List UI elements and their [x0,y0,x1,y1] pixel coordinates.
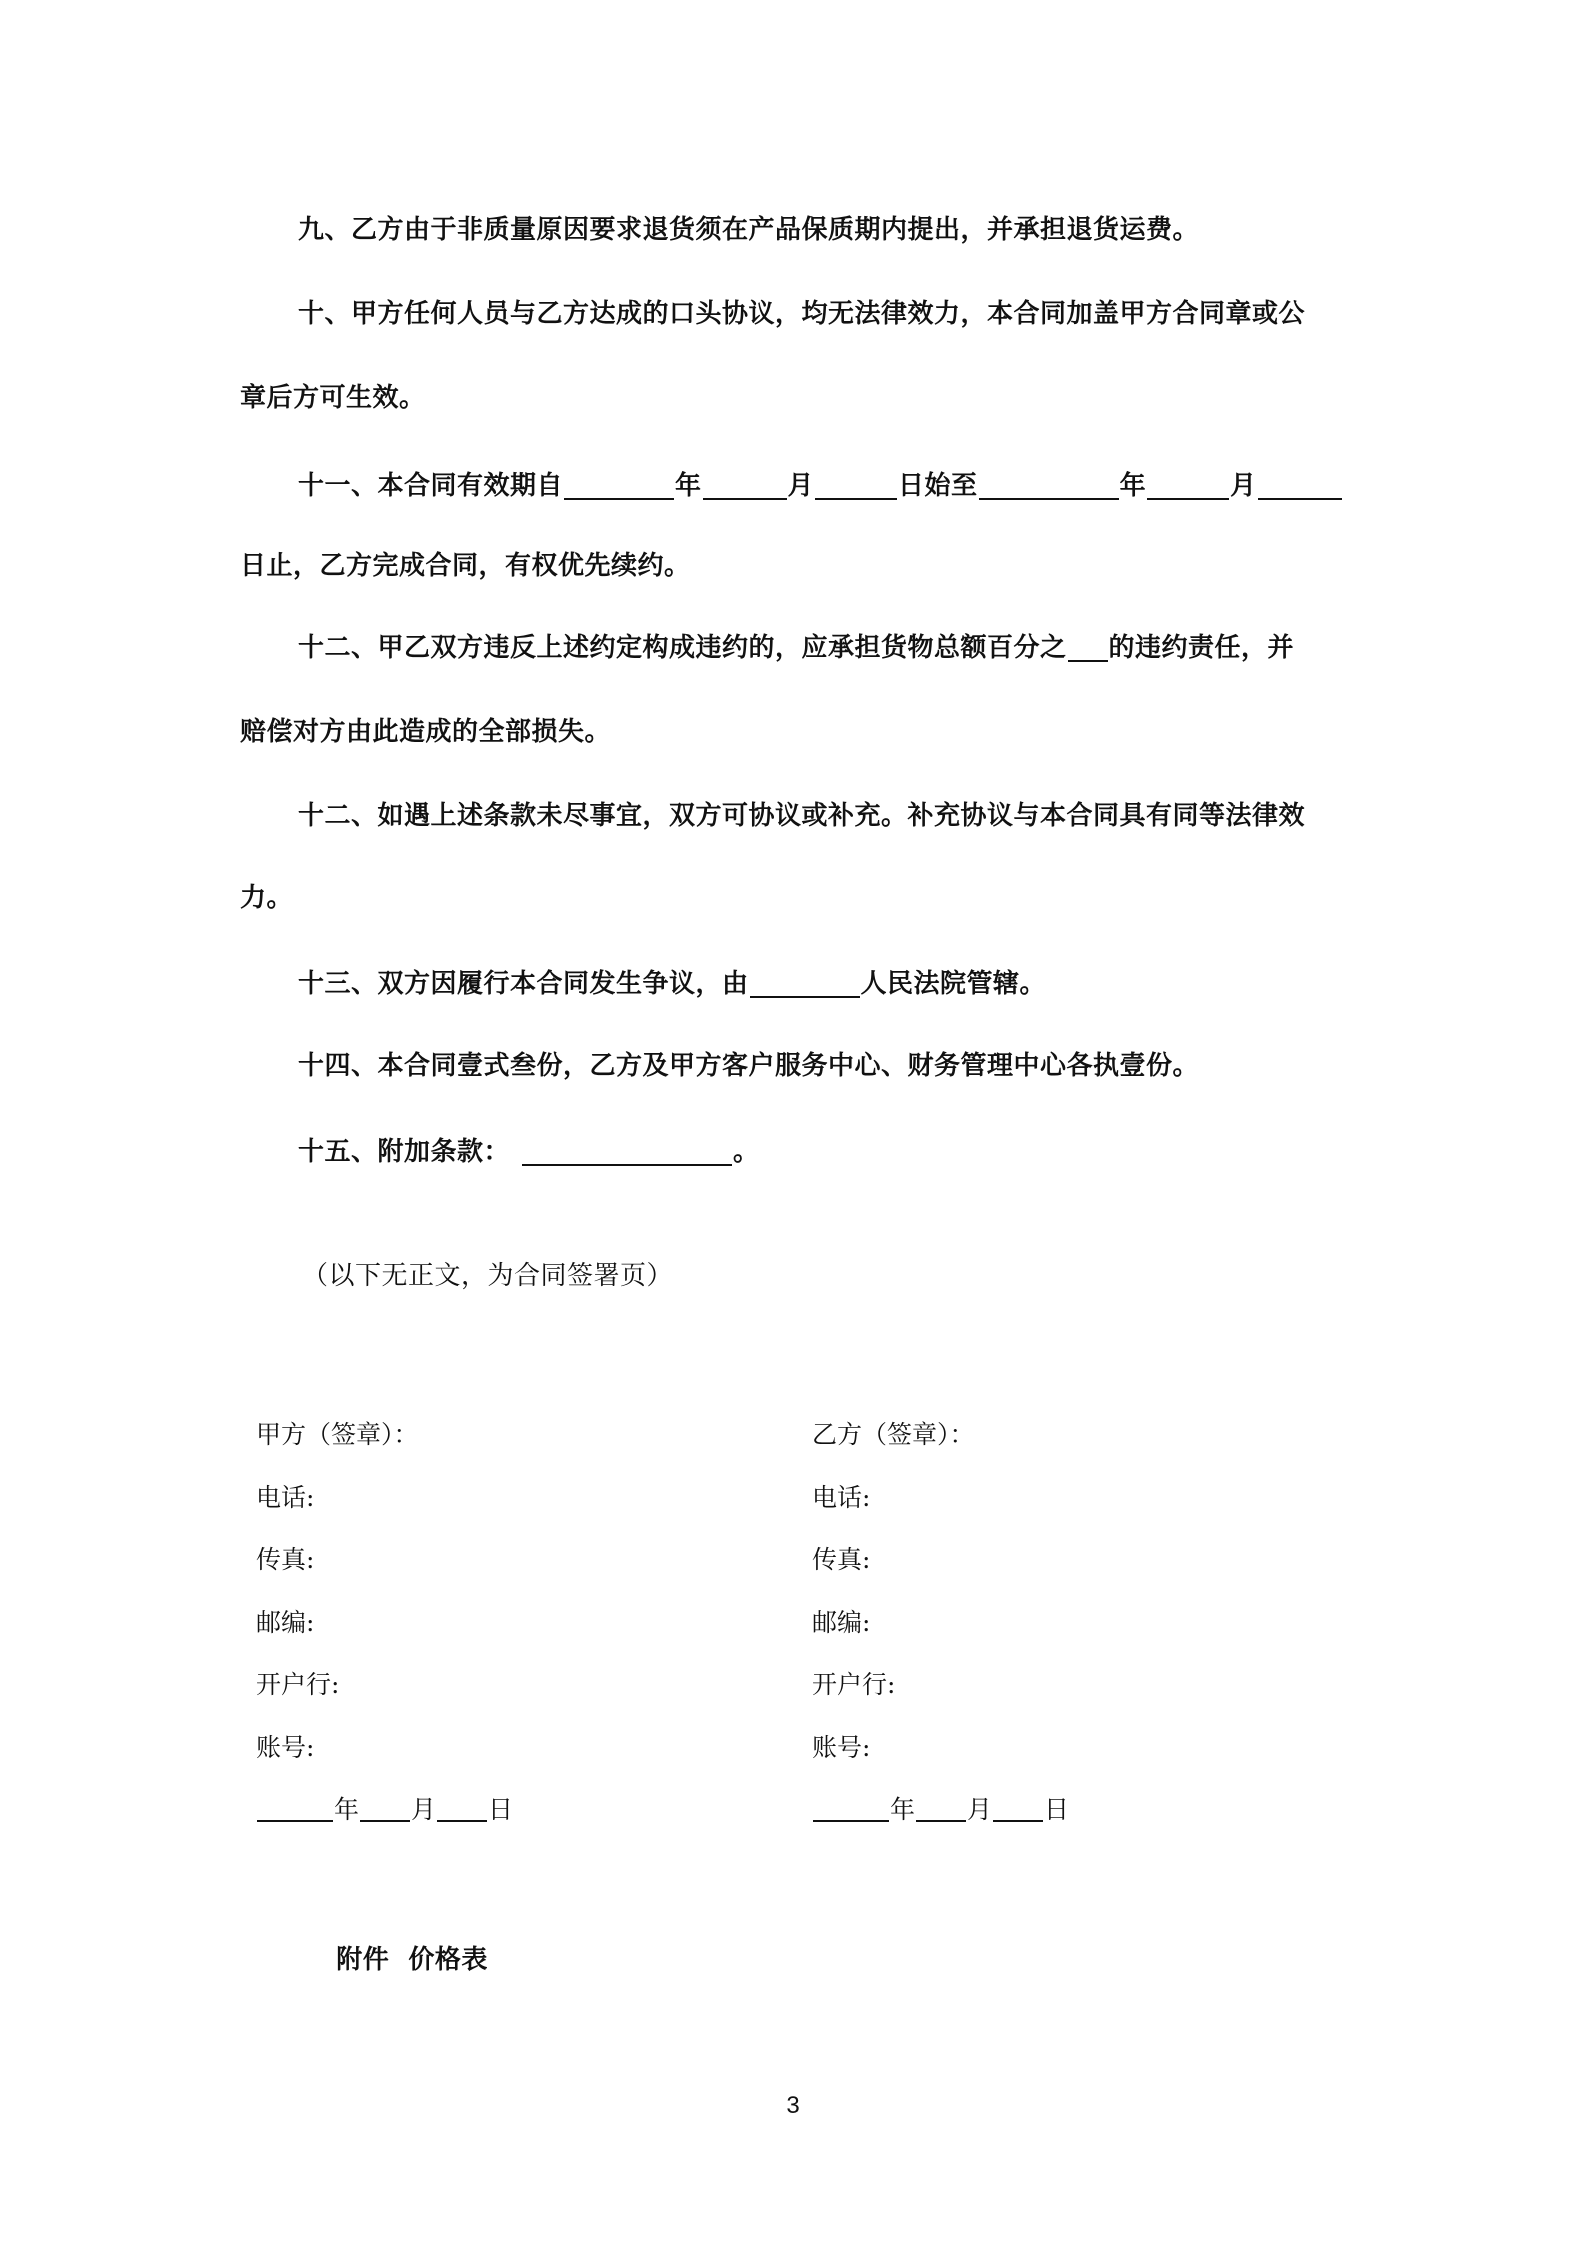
clause-11-text-2: 日止，乙方完成合同，有权优先续约。 [240,551,691,581]
clause-10-line-2 [240,380,426,416]
clause-13-text-b: 人民法院管辖。 [860,969,1047,999]
penalty-percent-blank [1068,630,1108,662]
attachment-heading [298,1906,488,2014]
clause-15-text-b: 。 [733,1137,760,1167]
party-b-account: 账号: [812,1733,871,1762]
party-a-sign: 甲方（签章）： [256,1420,419,1449]
party-a-date [256,1793,513,1827]
party-b-day-label: 日 [1044,1795,1070,1824]
clause-10-text-1: 十、甲方任何人员与乙方达成的口头协议，均无法律效力，本合同加盖甲方合同章或公 [298,299,1306,329]
party-a-month-blank [360,1794,410,1822]
clause-11-line-2 [240,548,691,584]
start-year-blank [564,468,674,500]
clause-11-year2-label: 年 [1119,471,1147,501]
clause-12a-line-1 [298,630,1294,666]
party-a-month-label: 月 [411,1795,437,1824]
party-b-sign: 乙方（签章）： [812,1420,975,1449]
clause-10-line-1 [298,296,1305,332]
clause-11-month-label: 月 [787,471,815,501]
party-a-year-blank [257,1794,333,1822]
clause-12b-text-1: 十二、如遇上述条款未尽事宜，双方可协议或补充。补充协议与本合同具有同等法律效 [298,801,1306,831]
clause-9-text: 九、乙方由于非质量原因要求退货须在产品保质期内提出，并承担退货运费。 [298,215,1200,245]
clause-12a-text-2: 赔偿对方由此造成的全部损失。 [240,717,612,747]
party-a-year-label: 年 [334,1795,360,1824]
no-text-note-text: （以下无正文，为合同签署页） [302,1261,674,1291]
end-day-blank [1258,468,1342,500]
party-a-account: 账号: [256,1733,315,1762]
party-b-year-blank [813,1794,889,1822]
party-a-day-blank [437,1794,487,1822]
clause-11-month2-label: 月 [1230,471,1257,501]
clause-12b-line-2 [240,880,293,916]
clause-11-year-label: 年 [675,471,702,501]
party-b-day-blank [993,1794,1043,1822]
party-a-fax: 传真: [256,1545,315,1574]
clause-13 [298,966,1046,1002]
party-a-phone: 电话: [256,1483,315,1512]
party-b-month-blank [916,1794,966,1822]
end-month-blank [1147,468,1229,500]
start-day-blank [815,468,897,500]
clause-13-text-a: 十三、双方因履行本合同发生争议，由 [298,969,749,999]
party-b-phone: 电话: [812,1483,871,1512]
clause-11-line-1 [298,468,1343,504]
party-b-fax: 传真: [812,1545,871,1574]
clause-15 [298,1134,760,1170]
clause-10-text-2: 章后方可生效。 [240,383,426,413]
clause-14 [298,1048,1199,1084]
clause-14-text: 十四、本合同壹式叁份，乙方及甲方客户服务中心、财务管理中心各执壹份。 [298,1051,1200,1081]
clause-11-text-a: 十一、本合同有效期自 [298,471,564,501]
party-b-postcode: 邮编: [812,1608,871,1637]
court-blank [750,966,860,998]
clause-12a-line-2 [240,714,611,750]
attachment-heading-text: 附件 价格表 [336,1945,488,1975]
party-b-month-label: 月 [967,1795,993,1824]
party-a-postcode: 邮编: [256,1608,315,1637]
clause-12a-text-a: 十二、甲乙双方违反上述约定构成违约的，应承担货物总额百分之 [298,633,1067,663]
end-year-blank [979,468,1119,500]
clause-12b-text-2: 力。 [240,883,294,913]
clause-15-text-a: 十五、附加条款： [298,1137,511,1167]
additional-terms-blank [522,1134,732,1166]
party-b-date [812,1793,1069,1827]
clause-11-day-start-label: 日始至 [898,471,978,501]
party-b-year-label: 年 [890,1795,916,1824]
party-a-bank: 开户行: [256,1670,340,1699]
party-b-bank: 开户行: [812,1670,896,1699]
party-a-day-label: 日 [488,1795,514,1824]
page-number: 3 [786,2092,800,2119]
no-text-note [302,1258,673,1294]
clause-12a-text-b: 的违约责任，并 [1108,633,1295,663]
start-month-blank [703,468,787,500]
clause-12b-line-1 [298,798,1305,834]
clause-9 [298,212,1199,248]
